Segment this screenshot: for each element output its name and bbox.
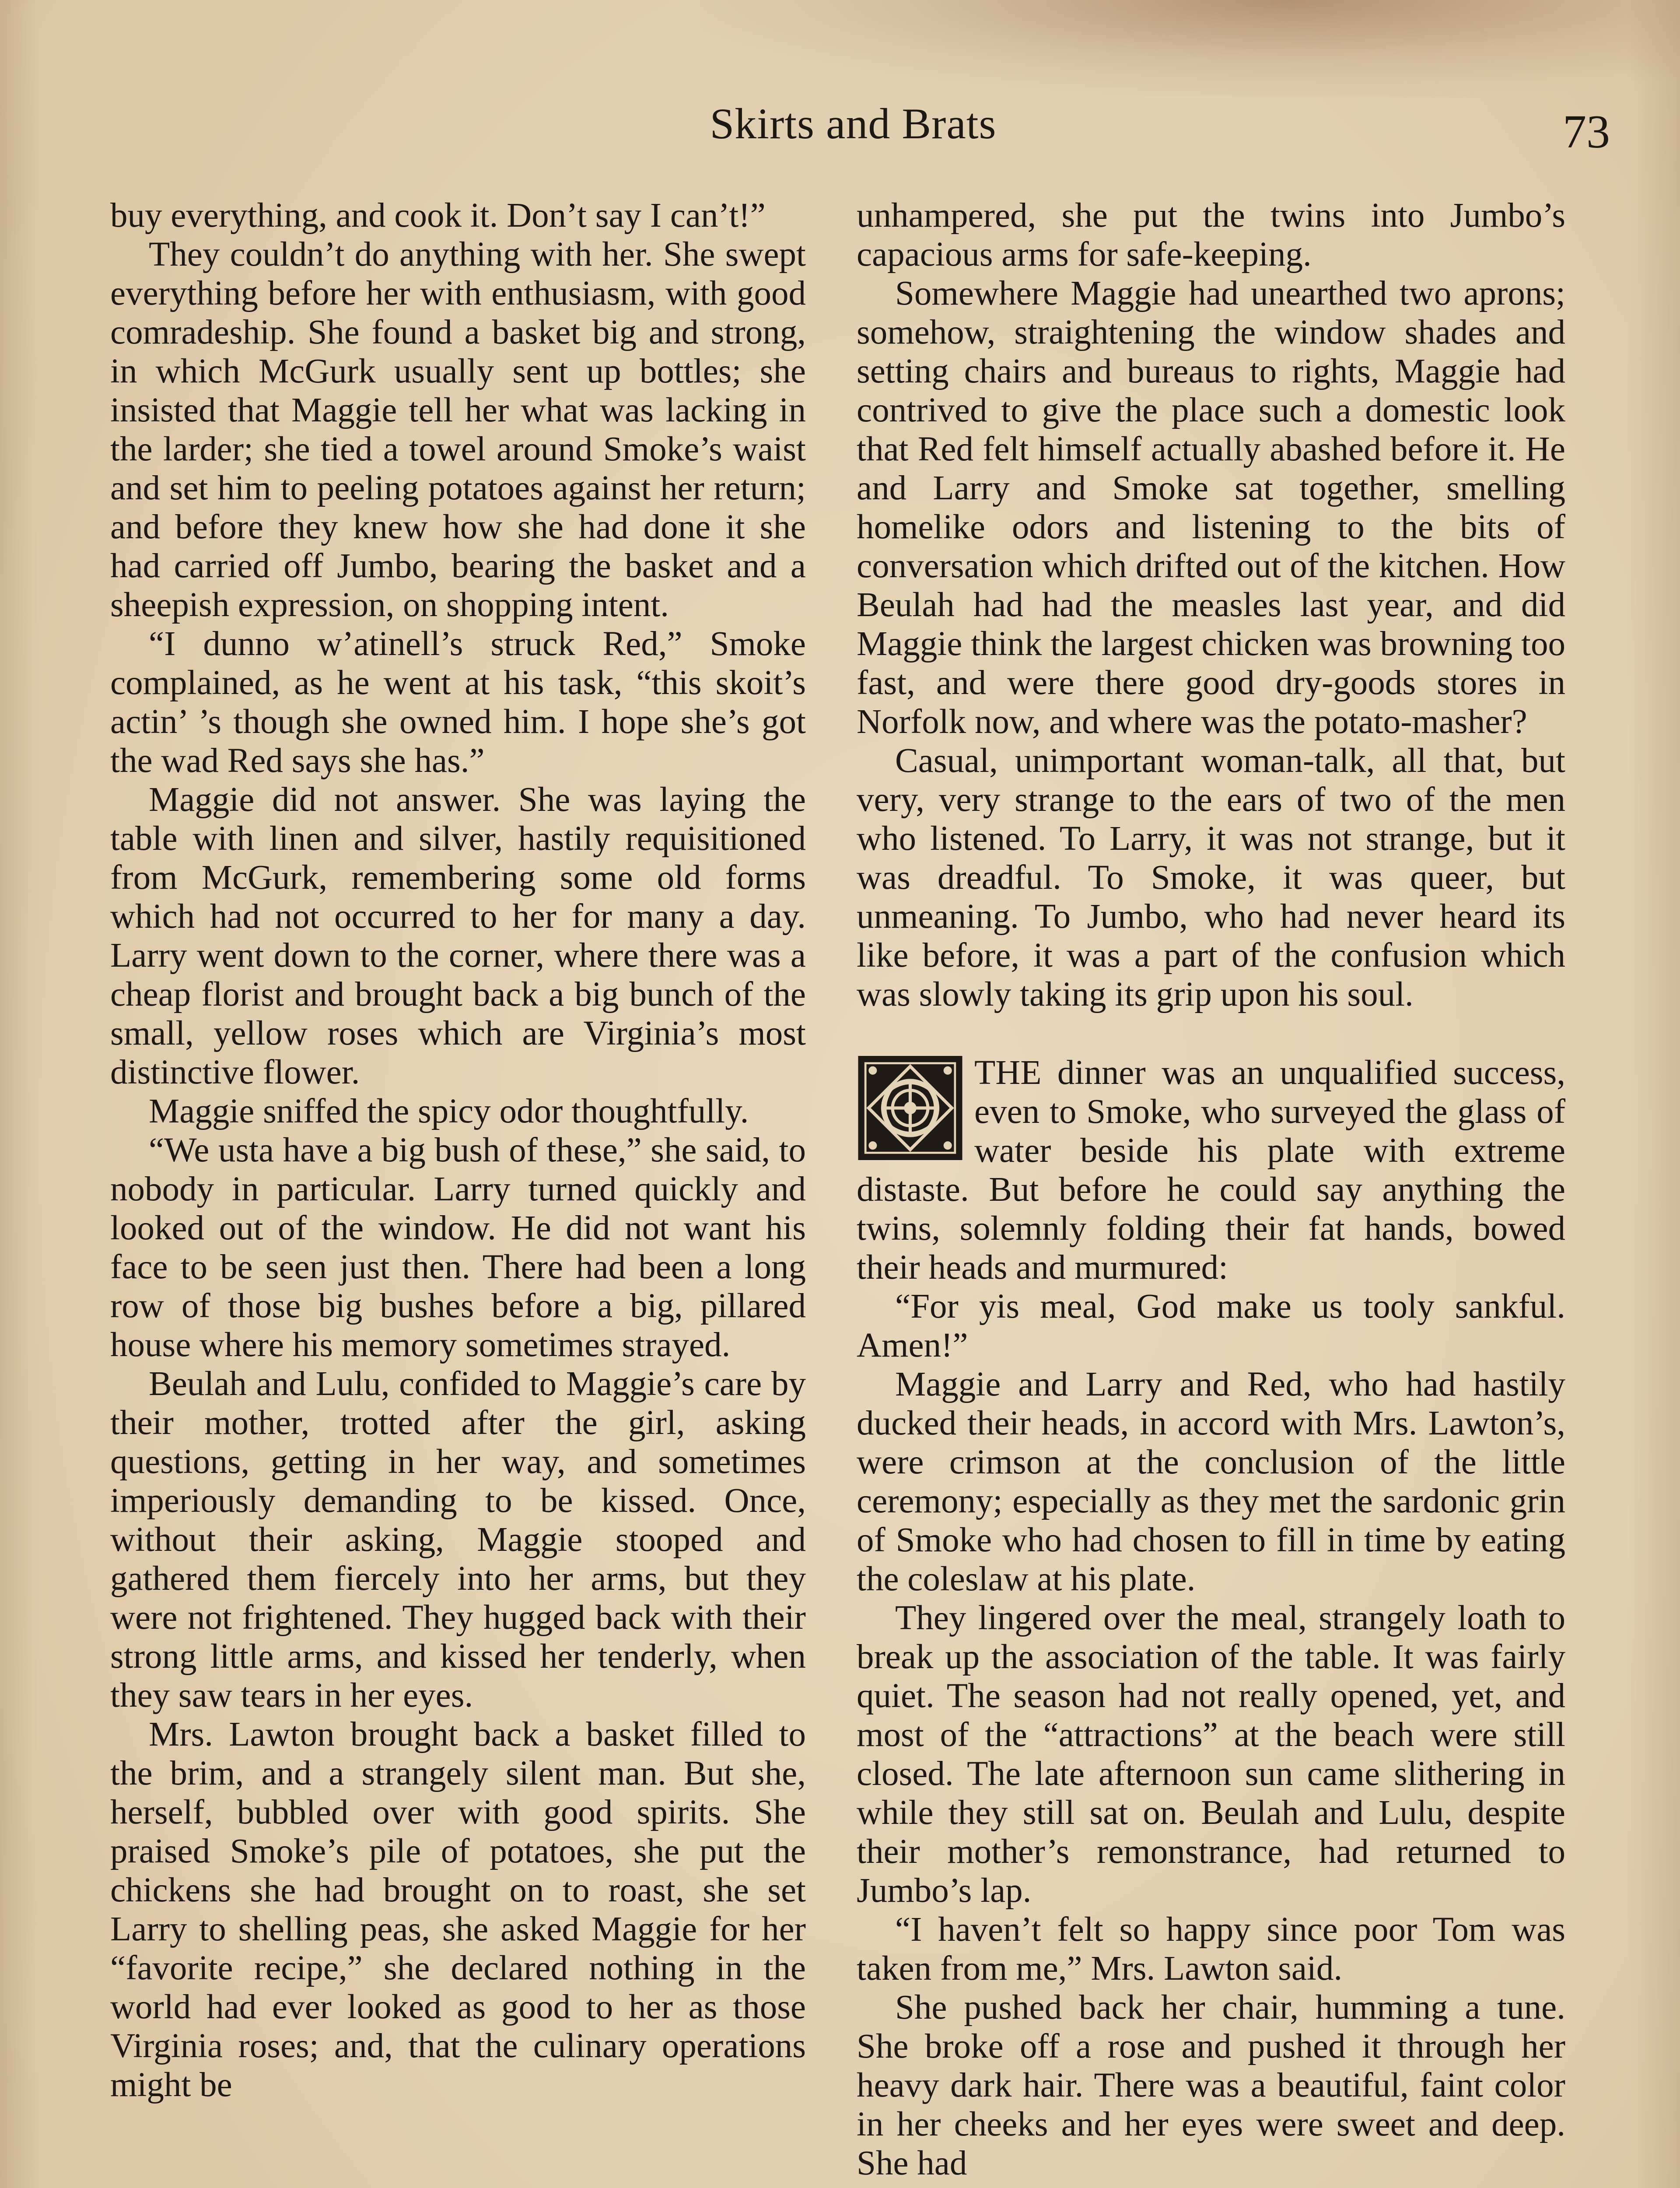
paragraph: Maggie did not answer. She was laying the table with linen and silver, hastily requisitioned from McGurk, remembering some old forms which had not occurred to her for many a day. Larry went down to the corner, where there was a cheap florist and brought back a big bunch of the small, yellow roses which are Virginia’s most distinctive flower. [110, 781, 806, 1091]
paragraph: Maggie and Larry and Red, who had hastily ducked their heads, in accord with Mrs. Lawton’s, were crimson at the conclusion of the little ceremony; especially as they met the sardonic grin of Smoke who had chosen to fill in time by eating the coleslaw at his plate. [857, 1365, 1565, 1598]
section-opening-paragraph: THE dinner was an unqualified success, even to Smoke, who surveyed the glass of water beside his plate with extreme distaste. But before he could say anything the twins, solemnly folding their fat hands, bowed their heads and murmured: [857, 1054, 1565, 1287]
page-stain-top [700, 0, 1680, 96]
paragraph: unhampered, she put the twins into Jumbo’s capacious arms for safe-keeping. [857, 196, 1565, 274]
right-text-column [857, 196, 1565, 2183]
running-header-title: Skirts and Brats [710, 99, 997, 148]
paragraph: buy everything, and cook it. Don’t say I can’t!” [110, 196, 766, 235]
paragraph: They couldn’t do anything with her. She swept everything before her with enthusiasm, with good comradeship. She found a basket big and strong, in which McGurk usually sent up bottles; she insisted that Maggie tell her what was lacking in the larder; she tied a towel around Smoke’s waist and set him to peeling potatoes against her return; and before they knew how she had done it she had carried off Jumbo, bearing the basket and a sheepish expression, on shopping intent. [110, 235, 806, 624]
paragraph: She pushed back her chair, humming a tune. She broke off a rose and pushed it through her heavy dark hair. There was a beautiful, faint color in her cheeks and her eyes were sweet and deep. She had [857, 1988, 1565, 2182]
paragraph: Maggie sniffed the spicy odor thoughtfully. [149, 1092, 749, 1130]
page-edge-shadow-left [0, 0, 39, 2188]
paragraph: They lingered over the meal, strangely loath to break up the association of the table. It was fairly quiet. The season had not really opened, yet, and most of the “attractions” at the beach were still closed. The late afternoon sun came slithering in while they still sat on. Beulah and Lulu, despite their mother’s remonstrance, had returned to Jumbo’s lap. [857, 1599, 1565, 1910]
left-text-column [110, 196, 806, 2104]
paragraph: “I haven’t felt so happy since poor Tom was taken from me,” Mrs. Lawton said. [857, 1911, 1565, 1988]
paragraph: “I dunno w’atinell’s struck Red,” Smoke complained, as he went at his task, “this skoit’s actin’ ’s though she owned him. I hope she’s got the wad Red says she has.” [110, 625, 806, 780]
paragraph: “For yis meal, God make us tooly sankful. Amen!” [857, 1287, 1565, 1364]
paragraph: “We usta have a big bush of these,” she said, to nobody in particular. Larry turned quickly and looked out of the window. He did not want his face to be seen just then. There had been a long row of those big bushes before a big, pillared house where his memory sometimes strayed. [110, 1131, 806, 1364]
paragraph: Beulah and Lulu, confided to Maggie’s care by their mother, trotted after the girl, asking questions, getting in her way, and sometimes imperiously demanding to be kissed. Once, without their asking, Maggie stooped and gathered them fiercely into her arms, but they were not frightened. They hugged back with their strong little arms, and kissed her tenderly, when they saw tears in her eyes. [110, 1365, 806, 1715]
page-number: 73 [1563, 106, 1610, 158]
celtic-knot-ornament-icon [857, 1056, 964, 1160]
page-edge-shadow-right [1628, 0, 1680, 2188]
section-break [857, 1014, 1565, 1053]
ornament-graphic [857, 1056, 964, 1160]
paragraph: Somewhere Maggie had unearthed two aprons; somehow, straightening the window shades and setting chairs and bureaus to rights, Maggie had contrived to give the place such a domestic look that Red felt himself actually abashed before it. He and Larry and Smoke sat together, smelling homelike odors and listening to the bits of conversation which drifted out of the kitchen. How Beulah had had the measles last year, and did Maggie think the largest chicken was browning too fast, and were there good dry-goods stores in Norfolk now, and where was the potato-masher? [857, 274, 1565, 741]
paragraph: Casual, unimportant woman-talk, all that, but very, very strange to the ears of two of the men who listened. To Larry, it was not strange, but it was dreadful. To Smoke, it was queer, but unmeaning. To Jumbo, who had never heard its like before, it was a part of the confusion which was slowly taking its grip upon his soul. [857, 742, 1565, 1013]
paragraph: Mrs. Lawton brought back a basket filled to the brim, and a strangely silent man. But she, herself, bubbled over with good spirits. She praised Smoke’s pile of potatoes, she put the chickens she had brought on to roast, she set Larry to shelling peas, she asked Maggie for her “favorite recipe,” she declared nothing in the world had ever looked as good to her as those Virginia roses; and, that the culinary operations might be [110, 1715, 806, 2104]
